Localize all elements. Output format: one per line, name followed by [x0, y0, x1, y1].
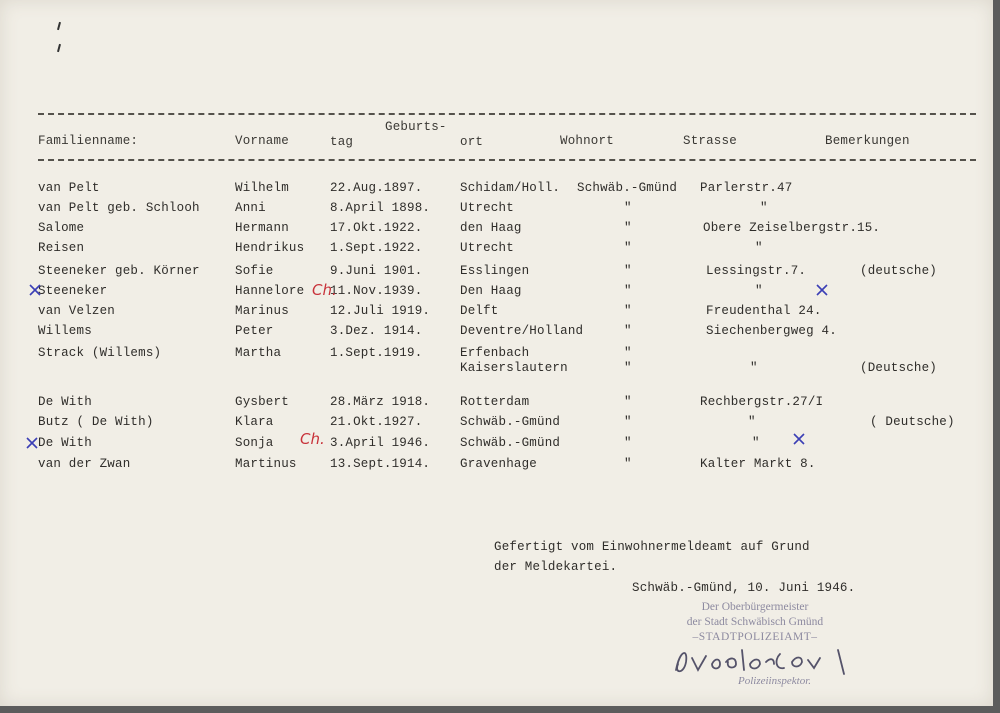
cell-ort: Utrecht: [460, 241, 514, 255]
cell-tag: 1.Sept.1919.: [330, 346, 423, 360]
cell-woh: ": [624, 241, 632, 255]
cell-ort: den Haag: [460, 221, 522, 235]
cell-tag: 1.Sept.1922.: [330, 241, 423, 255]
cell-vor: Sofie: [235, 264, 274, 278]
cell-fam: van Pelt geb. Schlooh: [38, 201, 200, 215]
cell-vor: Peter: [235, 324, 274, 338]
cell-vor: Hermann: [235, 221, 289, 235]
cell-woh: ": [624, 264, 632, 278]
cell-fam: De With: [38, 436, 92, 450]
cell-fam: Strack (Willems): [38, 346, 162, 360]
cell-str: ": [755, 284, 763, 298]
cell-fam: van der Zwan: [38, 457, 131, 471]
header-vorname: Vorname: [235, 134, 289, 148]
cell-woh: ": [624, 457, 632, 471]
cell-woh: ": [624, 436, 632, 450]
cell-fam: Steeneker: [38, 284, 108, 298]
cell-fam: Willems: [38, 324, 92, 338]
cell-tag: 12.Juli 1919.: [330, 304, 431, 318]
cell-tag: 17.Okt.1922.: [330, 221, 423, 235]
stamp-line-3: –STADTPOLIZEIAMT–: [692, 631, 818, 643]
cell-tag: 21.Okt.1927.: [330, 415, 423, 429]
cell-vor: Anni: [235, 201, 266, 215]
cell-ort: Rotterdam: [460, 395, 530, 409]
cell-fam: Salome: [38, 221, 85, 235]
cell-woh: Schwäb.-Gmünd: [577, 181, 678, 195]
cell-str: Siechenbergweg 4.: [706, 324, 837, 338]
cell-str: Obere Zeiselbergstr.15.: [703, 221, 881, 235]
cell-ort: Utrecht: [460, 201, 514, 215]
cell-str: Kalter Markt 8.: [700, 457, 816, 471]
cell-tag: 22.Aug.1897.: [330, 181, 423, 195]
cell-woh: ": [624, 395, 632, 409]
cell-ort: Schwäb.-Gmünd: [460, 436, 561, 450]
header-strasse: Strasse: [683, 134, 737, 148]
cell-woh: ": [624, 324, 632, 338]
blue-cross-mark-icon: [792, 432, 806, 446]
signature-icon: [668, 640, 868, 680]
cell-vor: Gysbert: [235, 395, 289, 409]
cell-vor: Martinus: [235, 457, 297, 471]
cell-tag: 13.Sept.1914.: [330, 457, 431, 471]
cell-ort: Delft: [460, 304, 499, 318]
cell-tag: 11.Nov.1939.: [330, 284, 423, 298]
cell-woh: ": [624, 361, 632, 375]
header-tag: tag: [330, 135, 354, 149]
corner-mark: [58, 22, 60, 56]
cell-tag: 28.März 1918.: [330, 395, 431, 409]
cell-woh: ": [624, 346, 632, 360]
header-wohnort: Wohnort: [560, 134, 614, 148]
cell-bem: (deutsche): [860, 264, 938, 278]
cell-ort: Den Haag: [460, 284, 522, 298]
red-ch-mark: Ch.: [312, 281, 337, 299]
blue-cross-mark-icon: [28, 283, 42, 297]
cell-str: ": [755, 241, 763, 255]
cell-str: ": [752, 436, 760, 450]
blue-cross-mark-icon: [25, 436, 39, 450]
cell-vor: Martha: [235, 346, 282, 360]
cell-str: ": [748, 415, 756, 429]
stamp-caption: Polizeiinspektor.: [738, 675, 812, 687]
cell-bem: ( Deutsche): [870, 415, 955, 429]
cell-vor: Sonja: [235, 436, 274, 450]
footer-line-2: der Meldekartei.: [494, 560, 618, 574]
header-ort: ort: [460, 135, 484, 149]
cell-tag: 9.Juni 1901.: [330, 264, 423, 278]
cell-ort: Erfenbach: [460, 346, 530, 360]
cell-str: Freudenthal 24.: [706, 304, 822, 318]
cell-ort: Kaiserslautern: [460, 361, 568, 375]
cell-str: Lessingstr.7.: [706, 264, 807, 278]
cell-fam: De With: [38, 395, 92, 409]
cell-bem: (Deutsche): [860, 361, 938, 375]
cell-vor: Hendrikus: [235, 241, 305, 255]
cell-tag: 3.Dez. 1914.: [330, 324, 423, 338]
cell-tag: 8.April 1898.: [330, 201, 431, 215]
cell-fam: Butz ( De With): [38, 415, 154, 429]
cell-woh: ": [624, 304, 632, 318]
cell-str: Parlerstr.47: [700, 181, 793, 195]
header-geburts: Geburts-: [385, 120, 447, 134]
cell-str: ": [760, 201, 768, 215]
stamp-line-1: Der Oberbürgermeister: [701, 601, 809, 613]
red-ch-mark: Ch.: [300, 430, 325, 448]
footer-place-date: Schwäb.-Gmünd, 10. Juni 1946.: [632, 581, 856, 595]
cell-tag: 3.April 1946.: [330, 436, 431, 450]
stamp-line-2: der Stadt Schwäbisch Gmünd: [686, 616, 824, 628]
header-familienname: Familienname:: [38, 134, 139, 148]
cell-ort: Schidam/Holl.: [460, 181, 561, 195]
cell-fam: van Pelt: [38, 181, 100, 195]
cell-str: Rechbergstr.27/I: [700, 395, 824, 409]
cell-woh: ": [624, 221, 632, 235]
cell-fam: Steeneker geb. Körner: [38, 264, 200, 278]
cell-str: ": [750, 361, 758, 375]
cell-fam: Reisen: [38, 241, 85, 255]
cell-ort: Gravenhage: [460, 457, 538, 471]
blue-cross-mark-icon: [815, 283, 829, 297]
cell-vor: Hannelore: [235, 284, 305, 298]
cell-ort: Deventre/Holland: [460, 324, 584, 338]
cell-ort: Esslingen: [460, 264, 530, 278]
cell-vor: Wilhelm: [235, 181, 289, 195]
cell-woh: ": [624, 201, 632, 215]
cell-woh: ": [624, 415, 632, 429]
cell-fam: van Velzen: [38, 304, 116, 318]
cell-ort: Schwäb.-Gmünd: [460, 415, 561, 429]
header-rule: [38, 159, 976, 161]
header-bemerkungen: Bemerkungen: [825, 134, 910, 148]
cell-vor: Marinus: [235, 304, 289, 318]
cell-woh: ": [624, 284, 632, 298]
top-rule: [38, 113, 976, 115]
cell-vor: Klara: [235, 415, 274, 429]
footer-line-1: Gefertigt vom Einwohnermeldeamt auf Grund: [494, 540, 810, 554]
